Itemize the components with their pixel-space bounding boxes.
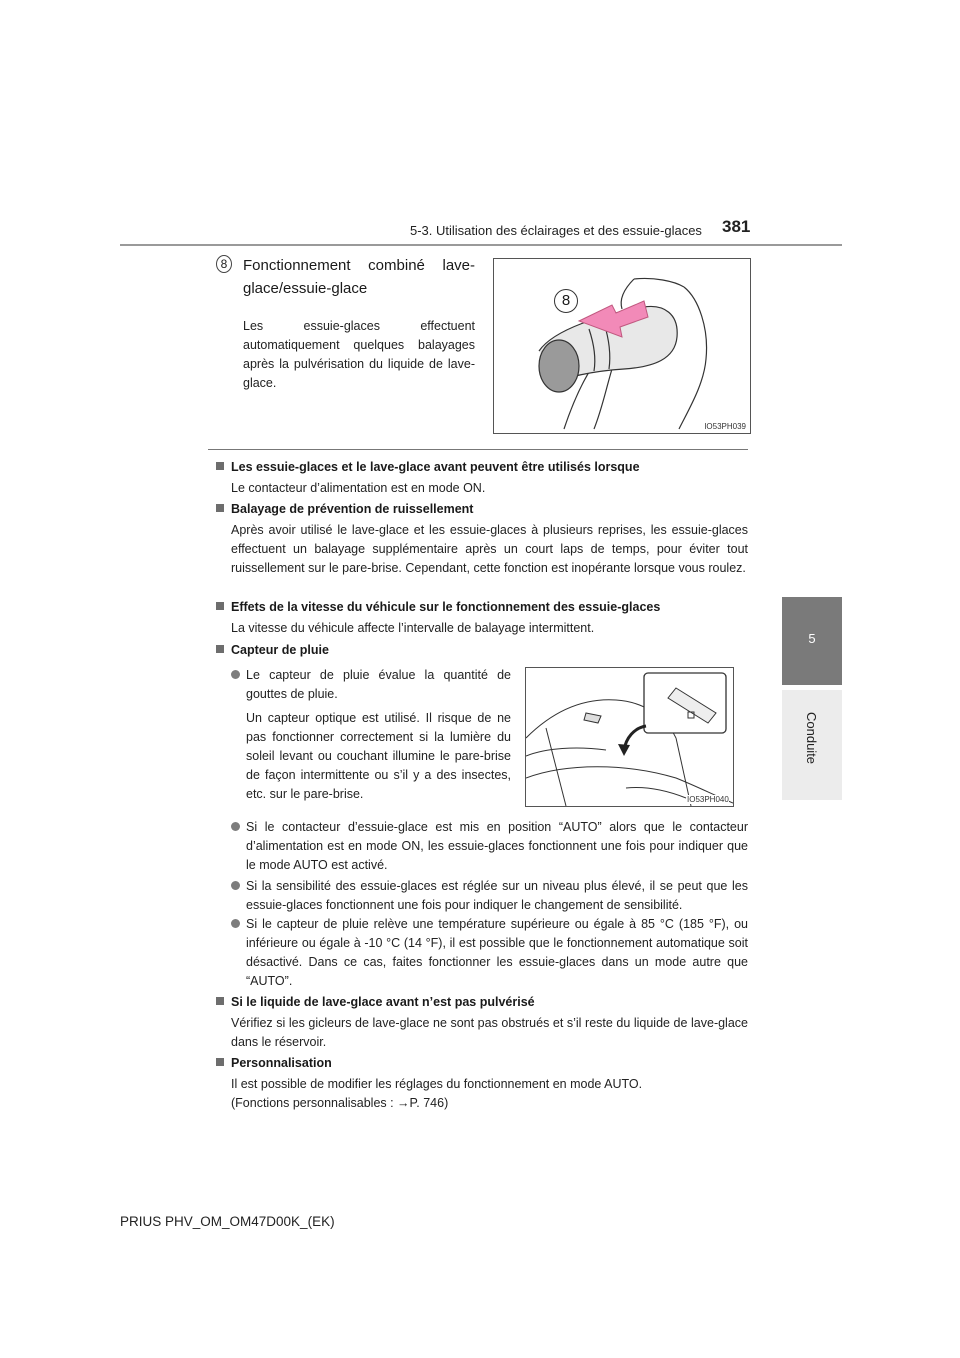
rain-sensor-bullet: Le capteur de pluie évalue la quantité de gouttes de pluie. Un capteur optique est utilisé. Il risque de ne pas fonctionner correctement si la lumière du soleil levant ou couchant illumine le pare-brise de façon intermittente ou s’il y a des insectes, etc. sur le pare-brise.: [246, 666, 511, 804]
note-heading: Effets de la vitesse du véhicule sur le fonctionnement des essuie-glaces: [216, 598, 748, 616]
round-bullet-icon: [231, 670, 240, 679]
note-heading: Balayage de prévention de ruissellement: [216, 500, 748, 518]
square-bullet-icon: [216, 997, 224, 1005]
rain-sensor-bullet: Si le capteur de pluie relève une température supérieure ou égale à 85 °C (185 °F), ou inférieure ou égale à -10 °C (14 °F), il est possible que le fonctionnement automatique soit désactivé. Dans ce cas, faites fonctionner les essuie-glaces dans un mode autre que “AUTO”.: [246, 915, 748, 991]
note-text: La vitesse du véhicule affecte l’intervalle de balayage intermittent.: [231, 621, 595, 635]
chapter-tab: [782, 597, 842, 685]
square-bullet-icon: [216, 504, 224, 512]
round-bullet-icon: [231, 919, 240, 928]
document-code: PRIUS PHV_OM_OM47D00K_(EK): [120, 1214, 335, 1229]
round-bullet-icon: [231, 822, 240, 831]
rain-sensor-figure: [525, 667, 734, 807]
chapter-label: Conduite: [804, 712, 819, 765]
chapter-label-tab: [782, 690, 842, 800]
note-heading: Personnalisation: [216, 1054, 748, 1072]
figure-code: IO53PH040: [687, 795, 729, 804]
note-heading: Si le liquide de lave-glace avant n’est pas pulvérisé: [216, 993, 748, 1011]
header-rule: [120, 244, 842, 246]
rain-sensor-bullet: Si la sensibilité des essuie-glaces est réglée sur un niveau plus élevé, il se peut que les essuie-glaces fonctionnent une fois pour indiquer le changement de sensibilité.: [246, 877, 748, 915]
step-title: Fonctionnement combiné lave-glace/essuie-glace: [243, 257, 475, 297]
step-description: Les essuie-glaces effectuent automatiquement quelques balayages après la pulvérisation du liquide de lave-glace.: [243, 319, 475, 390]
square-bullet-icon: [216, 645, 224, 653]
note-section: [216, 1054, 748, 1113]
page-number: 381: [722, 217, 751, 236]
wiper-stalk-figure: [493, 258, 751, 434]
square-bullet-icon: [216, 462, 224, 470]
section-title: 5-3. Utilisation des éclairages et des essuie-glaces: [410, 223, 702, 238]
note-section: [216, 598, 748, 638]
step-marker: 8: [216, 255, 232, 273]
round-bullet-icon: [231, 881, 240, 890]
note-section: [216, 458, 748, 498]
note-text: Après avoir utilisé le lave-glace et les essuie-glaces à plusieurs reprises, les essuie-glaces effectuent un balayage supplémentaire après un court laps de temps, pour éviter tout ruissellement sur le pare-brise. Cependant, cette fonction est inopérante lorsque vous roulez.: [231, 523, 748, 575]
rain-sensor-bullet: Si le contacteur d’essuie-glace est mis en position “AUTO” alors que le contacteur d’alimentation est en mode ON, les essuie-glaces fonctionnent une fois pour indiquer que le mode AUTO est activé.: [246, 818, 748, 875]
note-text: Vérifiez si les gicleurs de lave-glace ne sont pas obstrués et s’il reste du liquide de lave-glace dans le réservoir.: [231, 1016, 748, 1049]
square-bullet-icon: [216, 602, 224, 610]
chapter-number: 5: [808, 631, 816, 646]
note-heading: Les essuie-glaces et le lave-glace avant peuvent être utilisés lorsque: [216, 458, 748, 476]
figure-code: IO53PH039: [704, 422, 746, 431]
figure-step-marker: 8: [554, 289, 578, 313]
rain-sensor-illustration: [526, 668, 733, 806]
note-section: [216, 993, 748, 1052]
wiper-stalk-illustration: [494, 259, 750, 433]
note-section: [216, 500, 748, 578]
note-text-reference: (Fonctions personnalisables : →P. 746): [231, 1096, 449, 1110]
square-bullet-icon: [216, 1058, 224, 1066]
note-text: Il est possible de modifier les réglages du fonctionnement en mode AUTO.: [231, 1077, 643, 1091]
section-divider: [208, 449, 748, 450]
note-text: Le contacteur d’alimentation est en mode ON.: [231, 481, 486, 495]
note-heading: Capteur de pluie: [216, 641, 748, 659]
note-section: [216, 641, 748, 659]
